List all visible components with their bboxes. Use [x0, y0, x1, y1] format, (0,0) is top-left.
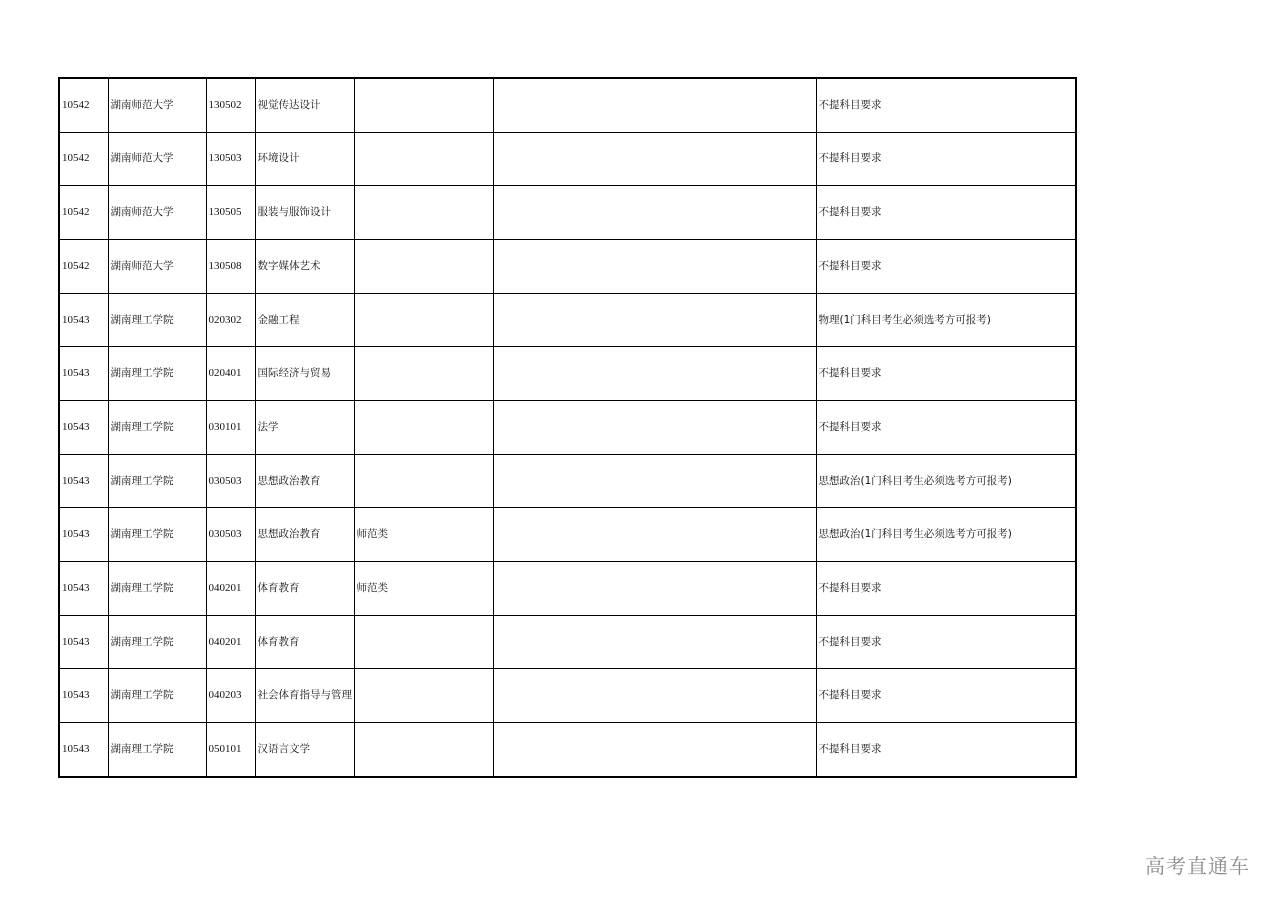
note-cell	[493, 347, 816, 401]
subject-requirement-cell: 不提科目要求	[816, 347, 1076, 401]
school-name-cell: 湖南理工学院	[108, 454, 206, 508]
school-name-cell: 湖南理工学院	[108, 669, 206, 723]
school-name-cell: 湖南理工学院	[108, 723, 206, 777]
note-cell	[493, 239, 816, 293]
major-code-cell: 040201	[206, 615, 255, 669]
major-code-cell: 130508	[206, 239, 255, 293]
table-row	[59, 78, 1076, 132]
major-type-cell: 师范类	[354, 508, 493, 562]
note-cell	[493, 508, 816, 562]
major-name-cell: 数字媒体艺术	[255, 239, 354, 293]
major-type-cell	[354, 239, 493, 293]
major-code-cell: 050101	[206, 723, 255, 777]
major-name-cell: 体育教育	[255, 562, 354, 616]
major-type-cell	[354, 132, 493, 186]
subject-requirement-cell: 不提科目要求	[816, 615, 1076, 669]
major-code-cell: 130505	[206, 186, 255, 240]
note-cell	[493, 615, 816, 669]
major-code-cell: 130502	[206, 78, 255, 132]
school-code-cell: 10543	[59, 723, 108, 777]
school-name-cell: 湖南理工学院	[108, 293, 206, 347]
school-name-cell: 湖南理工学院	[108, 401, 206, 455]
major-type-cell	[354, 78, 493, 132]
major-name-cell: 视觉传达设计	[255, 78, 354, 132]
note-cell	[493, 132, 816, 186]
major-code-cell: 040203	[206, 669, 255, 723]
major-name-cell: 思想政治教育	[255, 454, 354, 508]
school-name-cell: 湖南理工学院	[108, 615, 206, 669]
school-code-cell: 10542	[59, 186, 108, 240]
table-body	[59, 78, 1076, 777]
school-code-cell: 10542	[59, 78, 108, 132]
subject-requirement-cell: 不提科目要求	[816, 78, 1076, 132]
table-row	[59, 293, 1076, 347]
subject-requirement-cell: 不提科目要求	[816, 669, 1076, 723]
school-code-cell: 10543	[59, 293, 108, 347]
school-code-cell: 10542	[59, 132, 108, 186]
major-type-cell	[354, 401, 493, 455]
table-row	[59, 669, 1076, 723]
subject-requirement-cell: 不提科目要求	[816, 723, 1076, 777]
school-code-cell: 10543	[59, 562, 108, 616]
major-name-cell: 体育教育	[255, 615, 354, 669]
subject-requirement-cell: 不提科目要求	[816, 186, 1076, 240]
major-name-cell: 金融工程	[255, 293, 354, 347]
subject-requirement-cell: 不提科目要求	[816, 239, 1076, 293]
major-type-cell	[354, 347, 493, 401]
table-row	[59, 347, 1076, 401]
school-name-cell: 湖南师范大学	[108, 78, 206, 132]
major-name-cell: 法学	[255, 401, 354, 455]
note-cell	[493, 186, 816, 240]
note-cell	[493, 401, 816, 455]
major-type-cell	[354, 669, 493, 723]
note-cell	[493, 562, 816, 616]
major-name-cell: 环境设计	[255, 132, 354, 186]
note-cell	[493, 723, 816, 777]
subject-requirement-cell: 思想政治(1门科目考生必须选考方可报考)	[816, 508, 1076, 562]
subject-requirement-cell: 思想政治(1门科目考生必须选考方可报考)	[816, 454, 1076, 508]
major-name-cell: 汉语言文学	[255, 723, 354, 777]
school-code-cell: 10543	[59, 615, 108, 669]
major-type-cell: 师范类	[354, 562, 493, 616]
table-row	[59, 401, 1076, 455]
major-name-cell: 服装与服饰设计	[255, 186, 354, 240]
school-code-cell: 10543	[59, 508, 108, 562]
table-row	[59, 723, 1076, 777]
subject-requirement-cell: 不提科目要求	[816, 562, 1076, 616]
major-type-cell	[354, 615, 493, 669]
major-code-cell: 040201	[206, 562, 255, 616]
major-type-cell	[354, 454, 493, 508]
major-code-cell: 020401	[206, 347, 255, 401]
school-code-cell: 10543	[59, 347, 108, 401]
note-cell	[493, 293, 816, 347]
subject-requirements-table	[58, 77, 1077, 778]
note-cell	[493, 78, 816, 132]
major-type-cell	[354, 723, 493, 777]
table-row	[59, 562, 1076, 616]
major-name-cell: 国际经济与贸易	[255, 347, 354, 401]
table-row	[59, 239, 1076, 293]
table-row	[59, 454, 1076, 508]
note-cell	[493, 454, 816, 508]
school-name-cell: 湖南师范大学	[108, 239, 206, 293]
subject-requirement-cell: 物理(1门科目考生必须选考方可报考)	[816, 293, 1076, 347]
table-row	[59, 186, 1076, 240]
major-name-cell: 社会体育指导与管理	[255, 669, 354, 723]
school-code-cell: 10543	[59, 669, 108, 723]
school-name-cell: 湖南师范大学	[108, 186, 206, 240]
school-name-cell: 湖南理工学院	[108, 347, 206, 401]
school-name-cell: 湖南师范大学	[108, 132, 206, 186]
major-code-cell: 030101	[206, 401, 255, 455]
school-name-cell: 湖南理工学院	[108, 508, 206, 562]
major-name-cell: 思想政治教育	[255, 508, 354, 562]
major-code-cell: 020302	[206, 293, 255, 347]
school-code-cell: 10543	[59, 454, 108, 508]
major-code-cell: 030503	[206, 454, 255, 508]
school-code-cell: 10543	[59, 401, 108, 455]
subject-requirement-cell: 不提科目要求	[816, 401, 1076, 455]
major-type-cell	[354, 186, 493, 240]
major-code-cell: 030503	[206, 508, 255, 562]
major-code-cell: 130503	[206, 132, 255, 186]
table-row	[59, 615, 1076, 669]
table-row	[59, 508, 1076, 562]
school-code-cell: 10542	[59, 239, 108, 293]
school-name-cell: 湖南理工学院	[108, 562, 206, 616]
watermark-logo: 高考直通车	[1145, 854, 1250, 878]
note-cell	[493, 669, 816, 723]
subject-requirement-cell: 不提科目要求	[816, 132, 1076, 186]
table-row	[59, 132, 1076, 186]
major-type-cell	[354, 293, 493, 347]
